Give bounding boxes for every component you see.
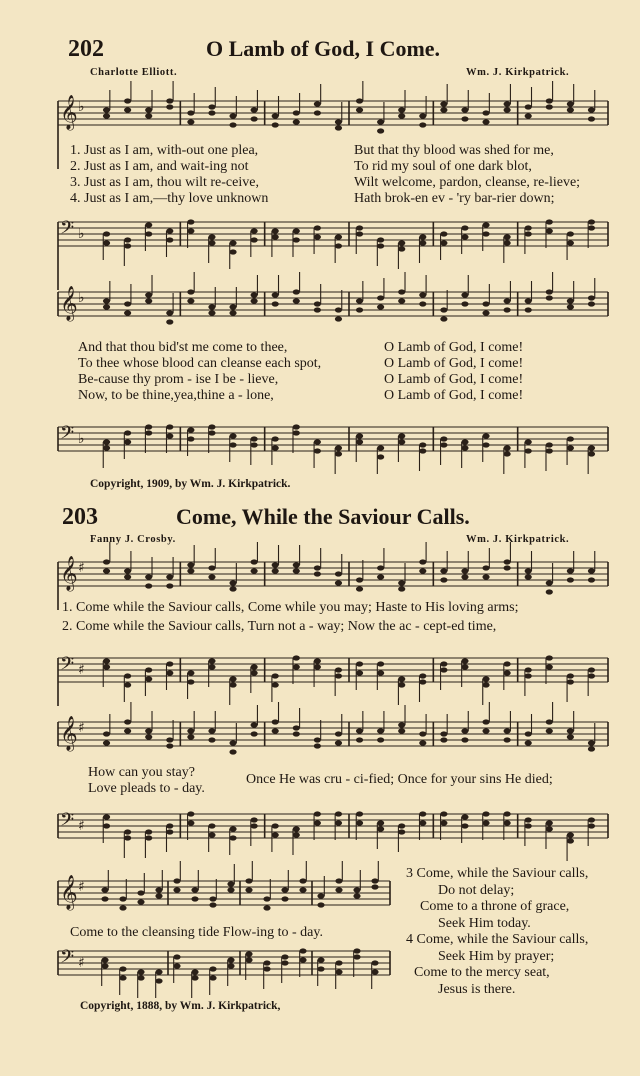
hymn-203-verse-4-line-1: 4 Come, while the Saviour calls,	[406, 932, 589, 947]
bass-clef: 𝄢	[60, 947, 75, 972]
hymn-203-verse-3-line-2: Do not delay;	[438, 882, 515, 898]
note-head	[101, 957, 108, 962]
note-head	[317, 957, 324, 962]
flat-sign: ♭	[78, 290, 85, 306]
treble-clef: 𝄞	[60, 875, 78, 910]
sharp-sign: ♯	[78, 720, 85, 736]
hymn-203-copyright: Copyright, 1888, by Wm. J. Kirkpatrick,	[80, 1000, 281, 1012]
hymn-202-refrain-2-left: To thee whose blood can cleanse each spot,	[78, 356, 322, 371]
note-head	[263, 960, 270, 965]
note-head	[227, 963, 234, 968]
note-head	[155, 969, 162, 974]
flat-sign: ♭	[78, 99, 85, 115]
note-head	[317, 966, 324, 971]
sharp-sign: ♯	[78, 662, 85, 678]
note-head	[371, 969, 378, 974]
bass-clef: 𝄢	[60, 218, 75, 243]
hymn-202-verse-4-left: 4. Just as I am,—thy love unknown	[70, 191, 269, 206]
hymn-202-refrain-3-right: O Lamb of God, I come!	[384, 372, 524, 387]
hymn-203-verse-2: 2. Come while the Saviour calls, Turn not a - way; Now the ac - cept-ed time,	[62, 619, 497, 634]
note-head	[371, 960, 378, 965]
hymn-203-verse-4-line-2: Seek Him by prayer;	[438, 948, 555, 964]
hymn-203-verse-3-line-3: Come to a throne of grace,	[420, 899, 570, 914]
hymn-202-verse-2-right: To rid my soul of one dark blot,	[354, 159, 532, 174]
hymn-202-refrain-2-right: O Lamb of God, I come!	[384, 356, 524, 371]
note-head	[245, 957, 252, 962]
flat-sign: ♭	[78, 431, 85, 447]
hymn-203-music-by: Wm. J. Kirkpatrick.	[466, 534, 570, 545]
hymn-203-system-2-line-a1: How can you stay?	[88, 765, 195, 780]
hymn-203-verse-4-line-4: Jesus is there.	[438, 981, 516, 997]
hymn-202-refrain-3-left: Be-cause thy prom - ise I be - lieve,	[78, 372, 279, 387]
note-head	[119, 975, 126, 980]
note-head	[227, 957, 234, 962]
treble-clef: 𝄞	[60, 716, 78, 751]
hymn-202-verse-3-left: 3. Just as I am, thou wilt re-ceive,	[70, 175, 259, 190]
note-head	[191, 969, 198, 974]
note-head	[119, 966, 126, 971]
hymn-202-verse-1-left: 1. Just as I am, with-out one plea,	[70, 143, 259, 158]
hymn-202-music-by: Wm. J. Kirkpatrick.	[466, 67, 570, 78]
hymn-203-words-by: Fanny J. Crosby.	[90, 534, 176, 545]
hymn-202-refrain-4-right: O Lamb of God, I come!	[384, 388, 524, 403]
hymn-203-system-3-lyrics: Come to the cleansing tide Flow-ing to - day.	[70, 925, 323, 940]
note-head	[335, 969, 342, 974]
note-head	[209, 975, 216, 980]
treble-clef: 𝄞	[60, 95, 78, 130]
sharp-sign: ♯	[78, 955, 85, 971]
hymn-202-words-by: Charlotte Elliott.	[90, 67, 178, 78]
hymn-203-number: 203	[62, 504, 98, 530]
hymn-203-verse-3-line-4: Seek Him today.	[438, 915, 531, 931]
note-head	[353, 948, 360, 953]
hymn-202-refrain-1-right: O Lamb of God, I come!	[384, 340, 524, 355]
hymn-202-copyright: Copyright, 1909, by Wm. J. Kirkpatrick.	[90, 478, 291, 490]
bass-clef: 𝄢	[60, 810, 75, 835]
note-head	[137, 969, 144, 974]
hymn-202-refrain-1-left: And that thou bid'st me come to thee,	[78, 340, 288, 355]
note-head	[173, 963, 180, 968]
hymn-202-refrain-4-left: Now, to be thine,yea,thine a - lone,	[78, 388, 274, 403]
note-head	[137, 975, 144, 980]
hymn-203-verse-3-line-1: 3 Come, while the Saviour calls,	[406, 866, 589, 881]
sharp-sign: ♯	[78, 879, 85, 895]
sharp-sign: ♯	[78, 818, 85, 834]
note-head	[335, 960, 342, 965]
note-head	[299, 957, 306, 962]
hymn-202-verse-4-right: Hath brok-en ev - 'ry bar-rier down;	[354, 191, 555, 206]
note-head	[245, 951, 252, 956]
hymn-203-extra-verses	[406, 866, 588, 998]
note-head	[299, 948, 306, 953]
hymn-203-title: Come, While the Saviour Calls.	[176, 504, 470, 529]
note-head	[281, 960, 288, 965]
treble-clef: 𝄞	[60, 556, 78, 591]
hymn-202-verse-3-right: Wilt welcome, pardon, cleanse, re-lieve;	[354, 175, 581, 190]
hymn-203-system-2-line-b: Once He was cru - ci-fied; Once for your sins He died;	[246, 772, 553, 787]
bass-clef: 𝄢	[60, 654, 75, 679]
note-head	[173, 954, 180, 959]
sharp-sign: ♯	[78, 560, 85, 576]
hymn-202-verse-1-right: But that thy blood was shed for me,	[354, 143, 554, 158]
hymn-203-system-2-line-a2: Love pleads to - day.	[88, 781, 205, 796]
note-head	[209, 966, 216, 971]
note-head	[353, 954, 360, 959]
note-head	[281, 954, 288, 959]
hymn-202-number: 202	[68, 36, 104, 62]
hymn-202-verse-2-left: 2. Just as I am, and wait-ing not	[70, 159, 249, 174]
bass-clef: 𝄢	[60, 423, 75, 448]
note-head	[191, 975, 198, 980]
hymn-203-verse-4-line-3: Come to the mercy seat,	[414, 965, 550, 980]
flat-sign: ♭	[78, 226, 85, 242]
treble-clef: 𝄞	[60, 286, 78, 321]
note-head	[263, 966, 270, 971]
note-head	[155, 978, 162, 983]
note-head	[101, 963, 108, 968]
hymn-202-title: O Lamb of God, I Come.	[206, 36, 441, 61]
hymn-203-verse-1: 1. Come while the Saviour calls, Come while you may; Haste to His loving arms;	[62, 600, 519, 615]
